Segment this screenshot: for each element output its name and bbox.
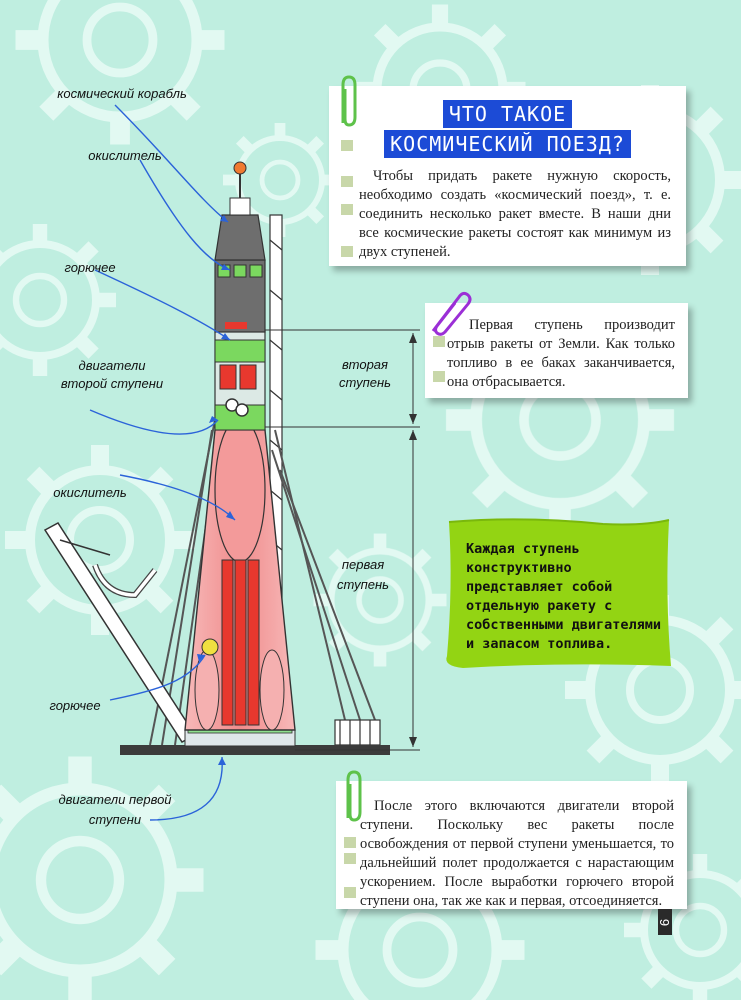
title-line-1: ЧТО ТАКОЕ	[443, 100, 572, 128]
label-line: ступени	[88, 812, 142, 827]
label-line: ступень	[339, 375, 391, 390]
label-spacecraft: космический корабль	[57, 86, 187, 101]
bullet-square	[341, 204, 353, 215]
sticky-text: Каждая ступень конструктивно представляет собой отдельную ракету с собственными двигателями и запасом топлива.	[466, 541, 662, 652]
label-line: двигатели	[78, 358, 146, 373]
bullet-square	[433, 336, 445, 347]
label-line: ступень	[337, 577, 389, 592]
bullet-square	[344, 837, 356, 848]
label-oxidizer-top: окислитель	[88, 148, 162, 163]
paperclip-icon	[340, 768, 366, 826]
label-fuel-bottom: горючее	[49, 698, 101, 713]
label-fuel-top: горючее	[64, 260, 116, 275]
label-oxidizer-bottom: окислитель	[53, 485, 127, 500]
intro-text: Чтобы придать ракете нужную скорость, необходимо создать «космический поезд», т. е. соединить несколько ракет вместе. В наши дни все космические ракеты состоят как минимум из двух ступеней.	[359, 168, 671, 260]
label-line: вторая	[342, 357, 388, 372]
label-first-stage-engines	[45, 790, 185, 830]
bullet-square	[341, 140, 353, 151]
paperclip-icon	[335, 73, 361, 131]
bullet-square	[341, 246, 353, 257]
second-stage-card	[336, 781, 687, 909]
bullet-square	[433, 371, 445, 382]
intro-card	[329, 86, 686, 266]
label-first-stage	[328, 555, 398, 595]
paperclip-icon	[425, 287, 473, 337]
page-number	[658, 909, 672, 935]
bullet-square	[344, 853, 356, 864]
label-second-stage	[330, 356, 400, 392]
label-line: второй ступени	[60, 376, 164, 391]
label-line: первая	[341, 557, 385, 572]
first-stage-text: Первая ступень производит отрыв ракеты от Земли. Как только топливо в ее баках заканчивается, она отбрасывается.	[447, 317, 675, 390]
label-second-stage-engines	[52, 357, 172, 393]
label-line: двигатели первой	[58, 792, 172, 807]
title-line-2: КОСМИЧЕСКИЙ ПОЕЗД?	[384, 130, 631, 158]
bullet-square	[341, 176, 353, 187]
second-stage-text: После этого включаются двигатели второй ступени. Поскольку вес ракеты после освобождения от первой ступени уменьшается, то дальнейший полет продолжается с нарастающим ускорением. После выработки горючего второй ступени она, так же как и первая, отсоединяется.	[360, 798, 674, 909]
bullet-square	[344, 887, 356, 898]
page-title	[329, 100, 686, 158]
page-number-text: 9	[657, 918, 673, 926]
